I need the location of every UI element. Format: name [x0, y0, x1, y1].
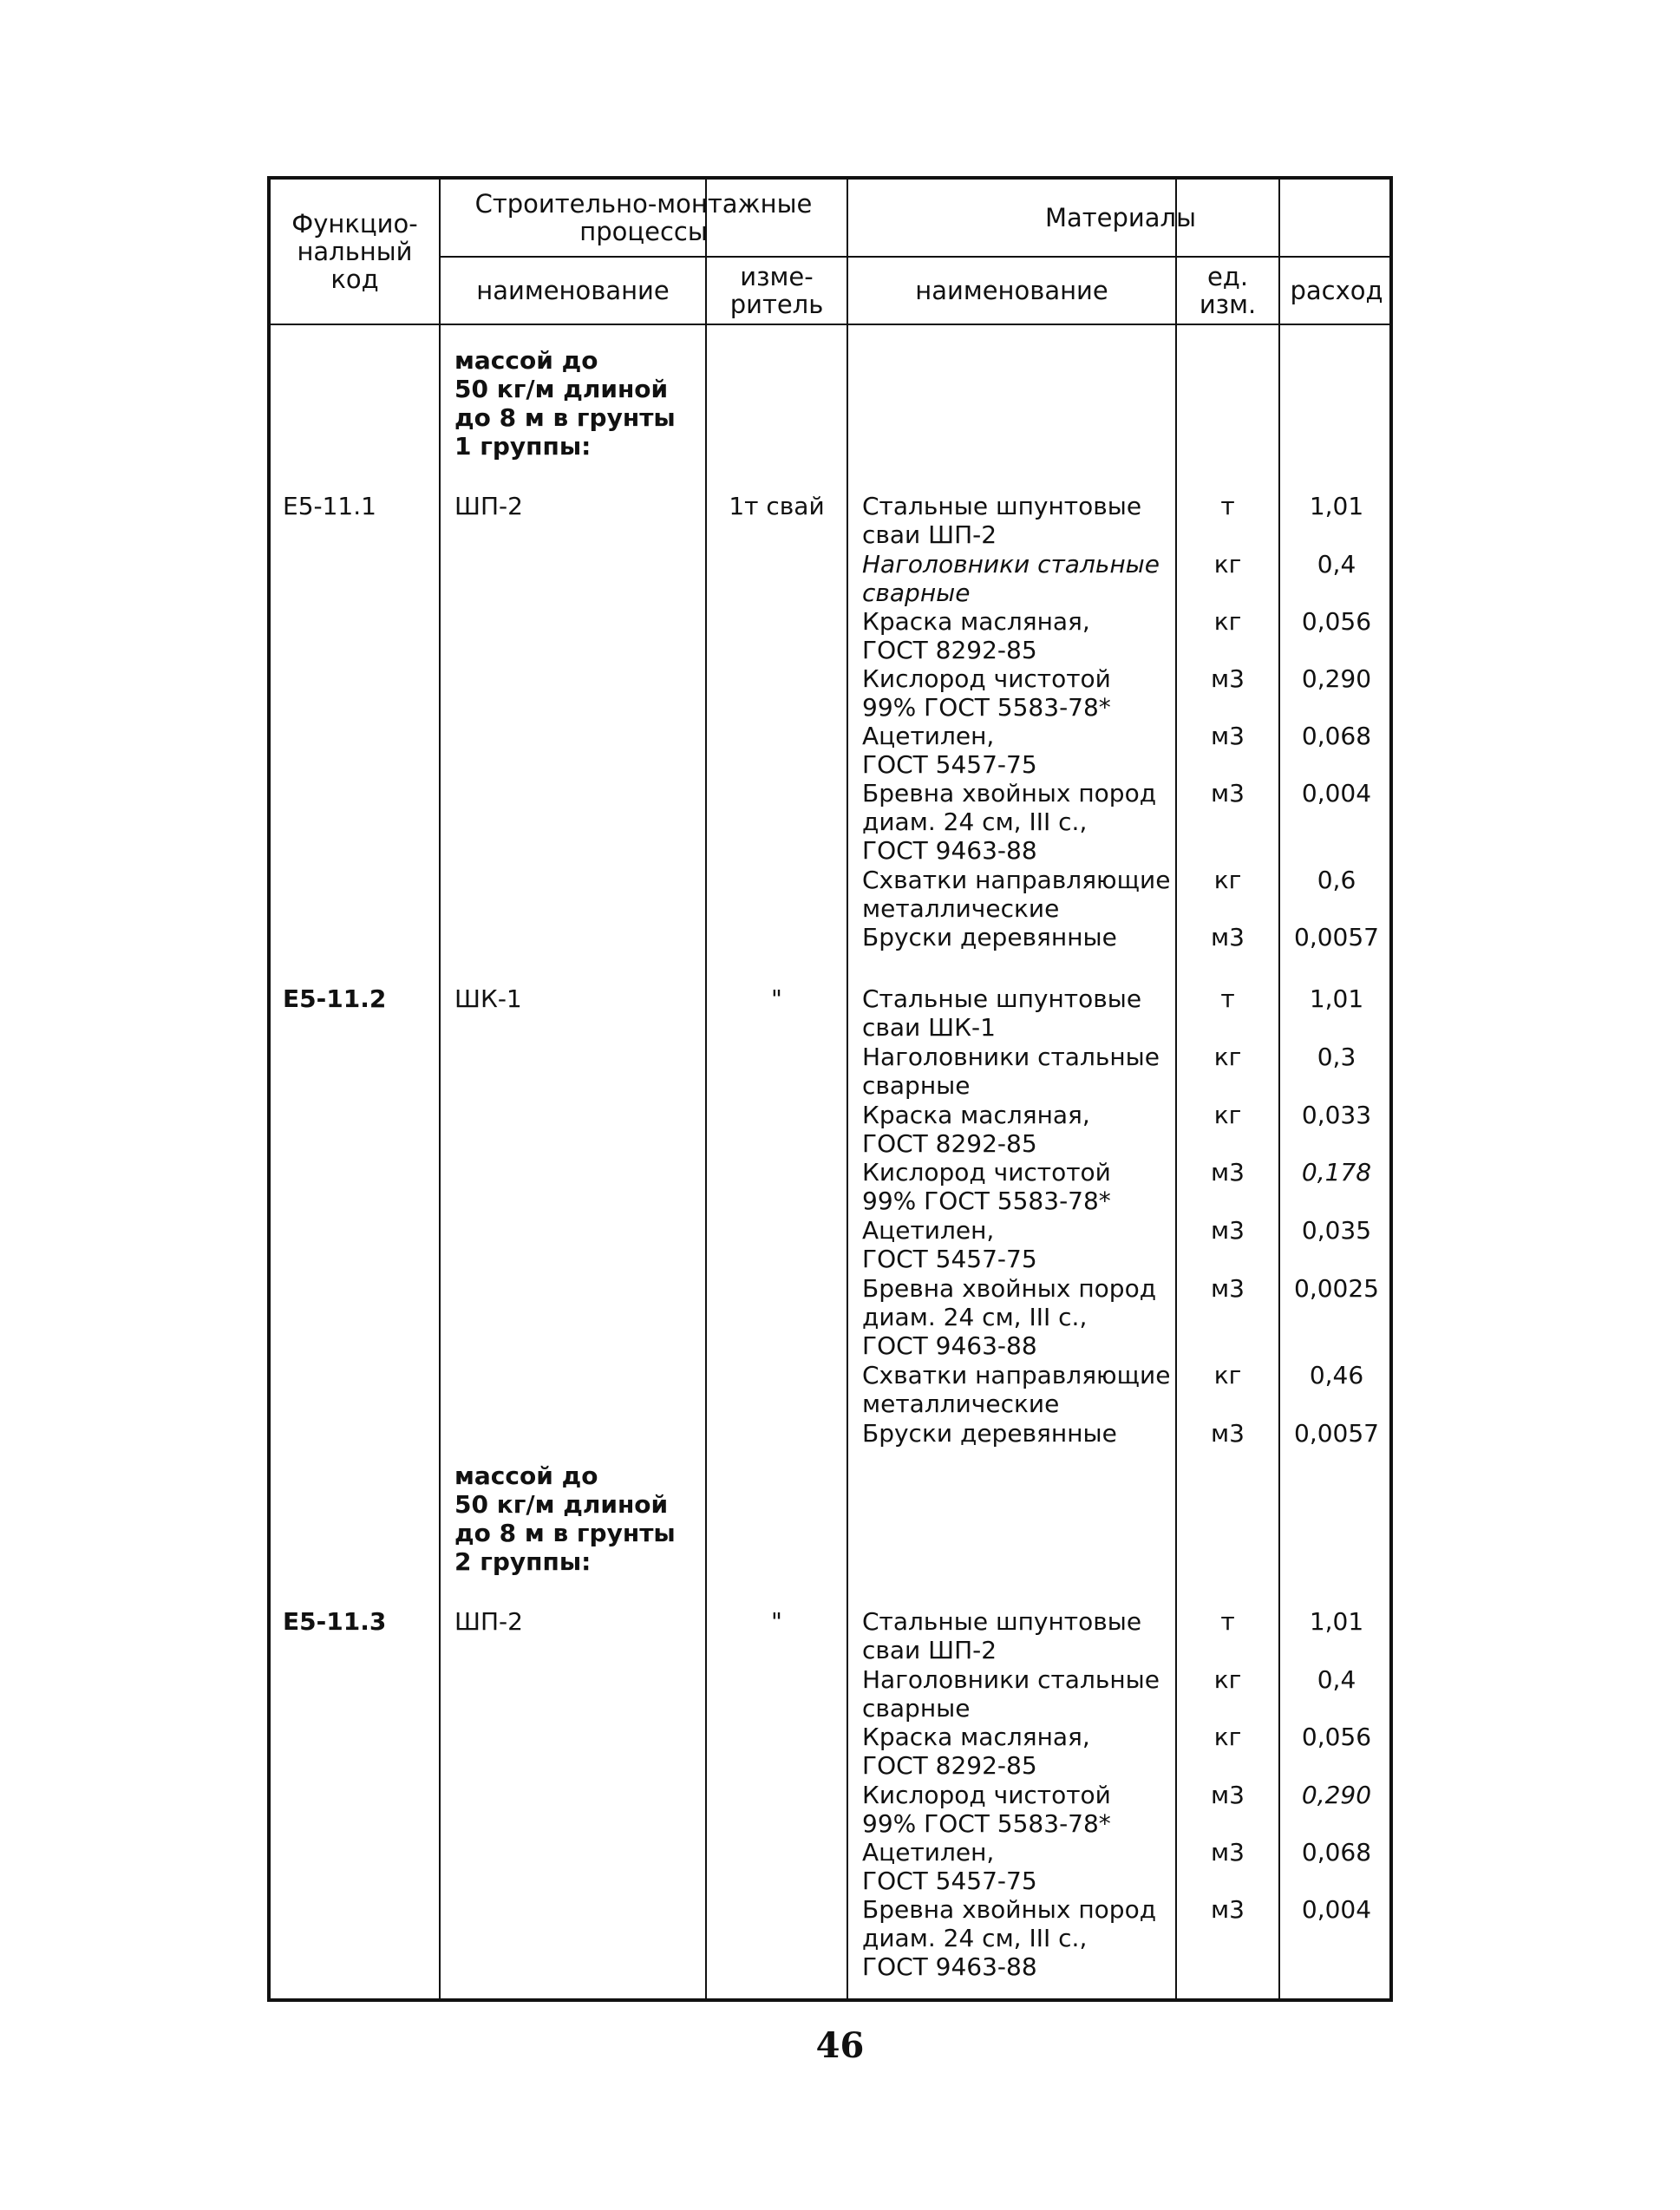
row-process-unit: "	[771, 1607, 782, 1636]
col-divider	[439, 180, 441, 1998]
material-name: Схватки направляющие металлические	[862, 1361, 1171, 1418]
header-process-name: наименование	[476, 276, 670, 305]
material-rate: 1,01	[1309, 492, 1364, 520]
material-rate: 0,035	[1301, 1216, 1372, 1245]
material-unit: м3	[1211, 779, 1245, 808]
header-materials: Материалы	[1045, 203, 1196, 232]
material-unit: м3	[1211, 664, 1245, 693]
material-name: Стальные шпунтовые сваи ШП-2	[862, 492, 1142, 549]
material-unit: кг	[1213, 1043, 1242, 1071]
material-name: Краска масляная, ГОСТ 8292-85	[862, 1723, 1090, 1780]
row-process-name: ШП-2	[454, 492, 523, 520]
material-rate: 0,3	[1317, 1043, 1356, 1071]
page-number: 46	[815, 2025, 865, 2066]
header-processes: Строительно-монтажные процессы	[474, 189, 813, 246]
material-rate: 0,4	[1317, 1665, 1356, 1694]
material-rate: 0,0057	[1294, 1419, 1379, 1448]
material-unit: т	[1220, 1607, 1235, 1636]
row-process-name: ШП-2	[454, 1607, 523, 1636]
material-name: Бруски деревянные	[862, 923, 1117, 951]
material-rate: 0,290	[1301, 1781, 1372, 1809]
material-name: Краска масляная, ГОСТ 8292-85	[862, 607, 1090, 664]
col-divider	[847, 180, 848, 1998]
material-rate: 0,056	[1301, 1723, 1372, 1751]
group-title: массой до 50 кг/м длиной до 8 м в грунты 2 группы:	[454, 1461, 676, 1576]
header-code: Функцио- нальный код	[291, 209, 418, 294]
material-rate: 0,46	[1309, 1361, 1364, 1389]
material-unit: кг	[1213, 550, 1242, 579]
material-name: Наголовники стальные сварные	[862, 1043, 1160, 1100]
material-name: Стальные шпунтовые сваи ШК-1	[862, 984, 1142, 1042]
material-rate: 0,068	[1301, 722, 1372, 750]
material-unit: м3	[1211, 1274, 1245, 1303]
row-code: Е5-11.3	[283, 1607, 387, 1636]
row-process-name: ШК-1	[454, 984, 522, 1013]
material-unit: т	[1220, 492, 1235, 520]
material-name: Бруски деревянные	[862, 1419, 1117, 1448]
col-divider	[705, 180, 707, 1998]
material-name: Ацетилен, ГОСТ 5457-75	[862, 722, 1037, 779]
material-name: Бревна хвойных пород диам. 24 см, III с., ГОСТ 9463-88	[862, 779, 1157, 865]
material-name: Наголовники стальные сварные	[862, 1665, 1160, 1723]
material-unit: кг	[1213, 607, 1242, 636]
material-unit: м3	[1211, 923, 1245, 951]
row-code: Е5-11.2	[283, 984, 387, 1013]
material-unit: м3	[1211, 1216, 1245, 1245]
material-name: Кислород чистотой 99% ГОСТ 5583-78*	[862, 1781, 1111, 1838]
header-bottom-rule	[271, 324, 1389, 325]
material-name: Ацетилен, ГОСТ 5457-75	[862, 1838, 1037, 1895]
material-name: Бревна хвойных пород диам. 24 см, III с., ГОСТ 9463-88	[862, 1895, 1157, 1981]
material-rate: 0,0025	[1294, 1274, 1379, 1303]
material-unit: кг	[1213, 1101, 1242, 1129]
material-rate: 0,004	[1301, 1895, 1372, 1924]
material-unit: м3	[1211, 722, 1245, 750]
material-unit: кг	[1213, 866, 1242, 894]
material-unit: м3	[1211, 1781, 1245, 1809]
material-rate: 1,01	[1309, 1607, 1364, 1636]
material-rate: 0,290	[1301, 664, 1372, 693]
material-name: Краска масляная, ГОСТ 8292-85	[862, 1101, 1090, 1158]
header-process-unit: изме- ритель	[729, 262, 824, 319]
material-name: Схватки направляющие металлические	[862, 866, 1171, 923]
material-name: Стальные шпунтовые сваи ШП-2	[862, 1607, 1142, 1664]
material-rate: 0,4	[1317, 550, 1356, 579]
row-process-unit: "	[771, 984, 782, 1013]
header-material-unit: ед. изм.	[1199, 262, 1257, 319]
material-name: Бревна хвойных пород диам. 24 см, III с., ГОСТ 9463-88	[862, 1274, 1157, 1360]
material-name: Кислород чистотой 99% ГОСТ 5583-78*	[862, 664, 1111, 722]
row-process-unit: 1т свай	[729, 492, 825, 520]
material-unit: т	[1220, 984, 1235, 1013]
material-name: Кислород чистотой 99% ГОСТ 5583-78*	[862, 1158, 1111, 1215]
group-title: массой до 50 кг/м длиной до 8 м в грунты 1 группы:	[454, 346, 676, 461]
material-rate: 0,068	[1301, 1838, 1372, 1867]
material-rate: 1,01	[1309, 984, 1364, 1013]
material-name: Ацетилен, ГОСТ 5457-75	[862, 1216, 1037, 1273]
material-rate: 0,004	[1301, 779, 1372, 808]
header-material-name: наименование	[915, 276, 1108, 305]
material-name: Наголовники стальные сварные	[862, 550, 1160, 607]
material-rate: 0,033	[1301, 1101, 1372, 1129]
material-unit: кг	[1213, 1665, 1242, 1694]
material-unit: м3	[1211, 1419, 1245, 1448]
material-rate: 0,056	[1301, 607, 1372, 636]
header-material-rate: расход	[1290, 276, 1383, 305]
material-unit: кг	[1213, 1723, 1242, 1751]
material-rate: 0,178	[1301, 1158, 1372, 1187]
resource-table	[267, 176, 1393, 2002]
material-rate: 0,6	[1317, 866, 1356, 894]
material-unit: м3	[1211, 1895, 1245, 1924]
material-unit: кг	[1213, 1361, 1242, 1389]
material-unit: м3	[1211, 1838, 1245, 1867]
material-rate: 0,0057	[1294, 923, 1379, 951]
row-code: Е5-11.1	[283, 492, 376, 520]
material-unit: м3	[1211, 1158, 1245, 1187]
